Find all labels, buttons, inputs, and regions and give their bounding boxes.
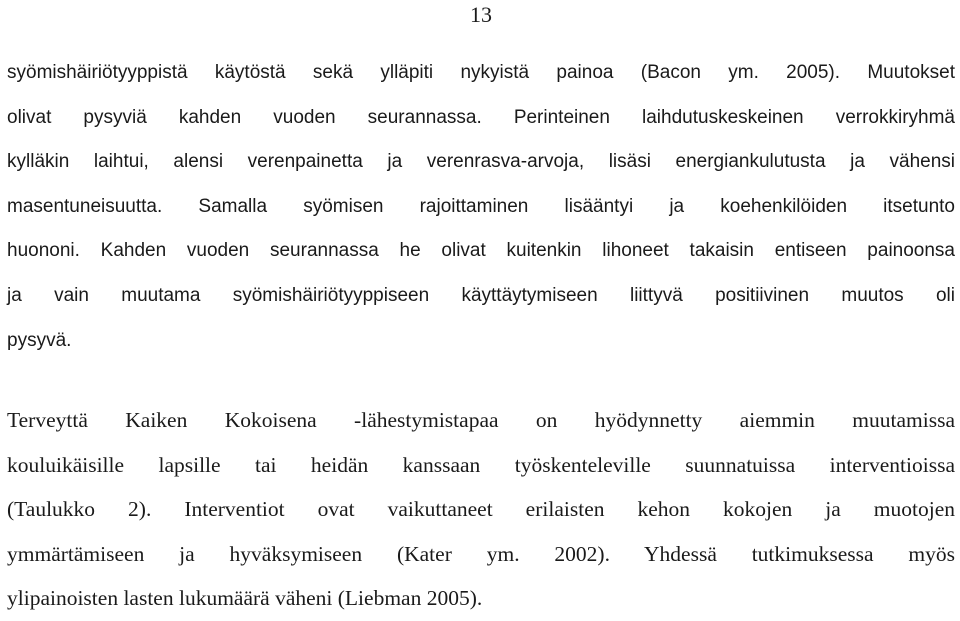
paragraph-1-line: ja vain muutama syömishäiriötyyppiseen käyttäytymiseen liittyvä positiivinen muutos oli: [7, 284, 955, 306]
paragraph-2-line: ylipainoisten lasten lukumäärä väheni (Liebman 2005).: [7, 586, 483, 611]
paragraph-1-line: syömishäiriötyyppistä käytöstä sekä ylläpiti nykyistä painoa (Bacon ym. 2005). Muutokset: [7, 62, 955, 83]
paragraph-1-line: huononi. Kahden vuoden seurannassa he olivat kuitenkin lihoneet takaisin entiseen painoonsa: [7, 240, 955, 262]
paragraph-2-line: (Taulukko 2). Interventiot ovat vaikuttaneet erilaisten kehon kokojen ja muotojen: [7, 497, 955, 522]
paragraph-1-line: olivat pysyviä kahden vuoden seurannassa. Perinteinen laihdutuskeskeinen verrokkiryhmä: [7, 106, 955, 128]
paragraph-2: [7, 398, 955, 621]
paragraph-2-line: Terveyttä Kaiken Kokoisena -lähestymistapaa on hyödynnetty aiemmin muutamissa: [7, 408, 955, 432]
paragraph-2-line: kouluikäisille lapsille tai heidän kanssaan työskenteleville suunnatuissa interventioissa: [7, 452, 955, 477]
paragraph-2-line: ymmärtämiseen ja hyväksymiseen (Kater ym. 2002). Yhdessä tutkimuksessa myös: [7, 541, 955, 566]
page-number: 13: [470, 2, 492, 27]
paragraph-1-line: kylläkin laihtui, alensi verenpainetta ja verenrasva-arvoja, lisäsi energiankulutusta ja vähensi: [7, 151, 955, 173]
paragraph-1-line: masentuneisuutta. Samalla syömisen rajoittaminen lisääntyi ja koehenkilöiden itsetunto: [7, 195, 955, 217]
paragraph-1-line: pysyvä.: [7, 329, 72, 351]
paragraph-1: [7, 51, 955, 363]
